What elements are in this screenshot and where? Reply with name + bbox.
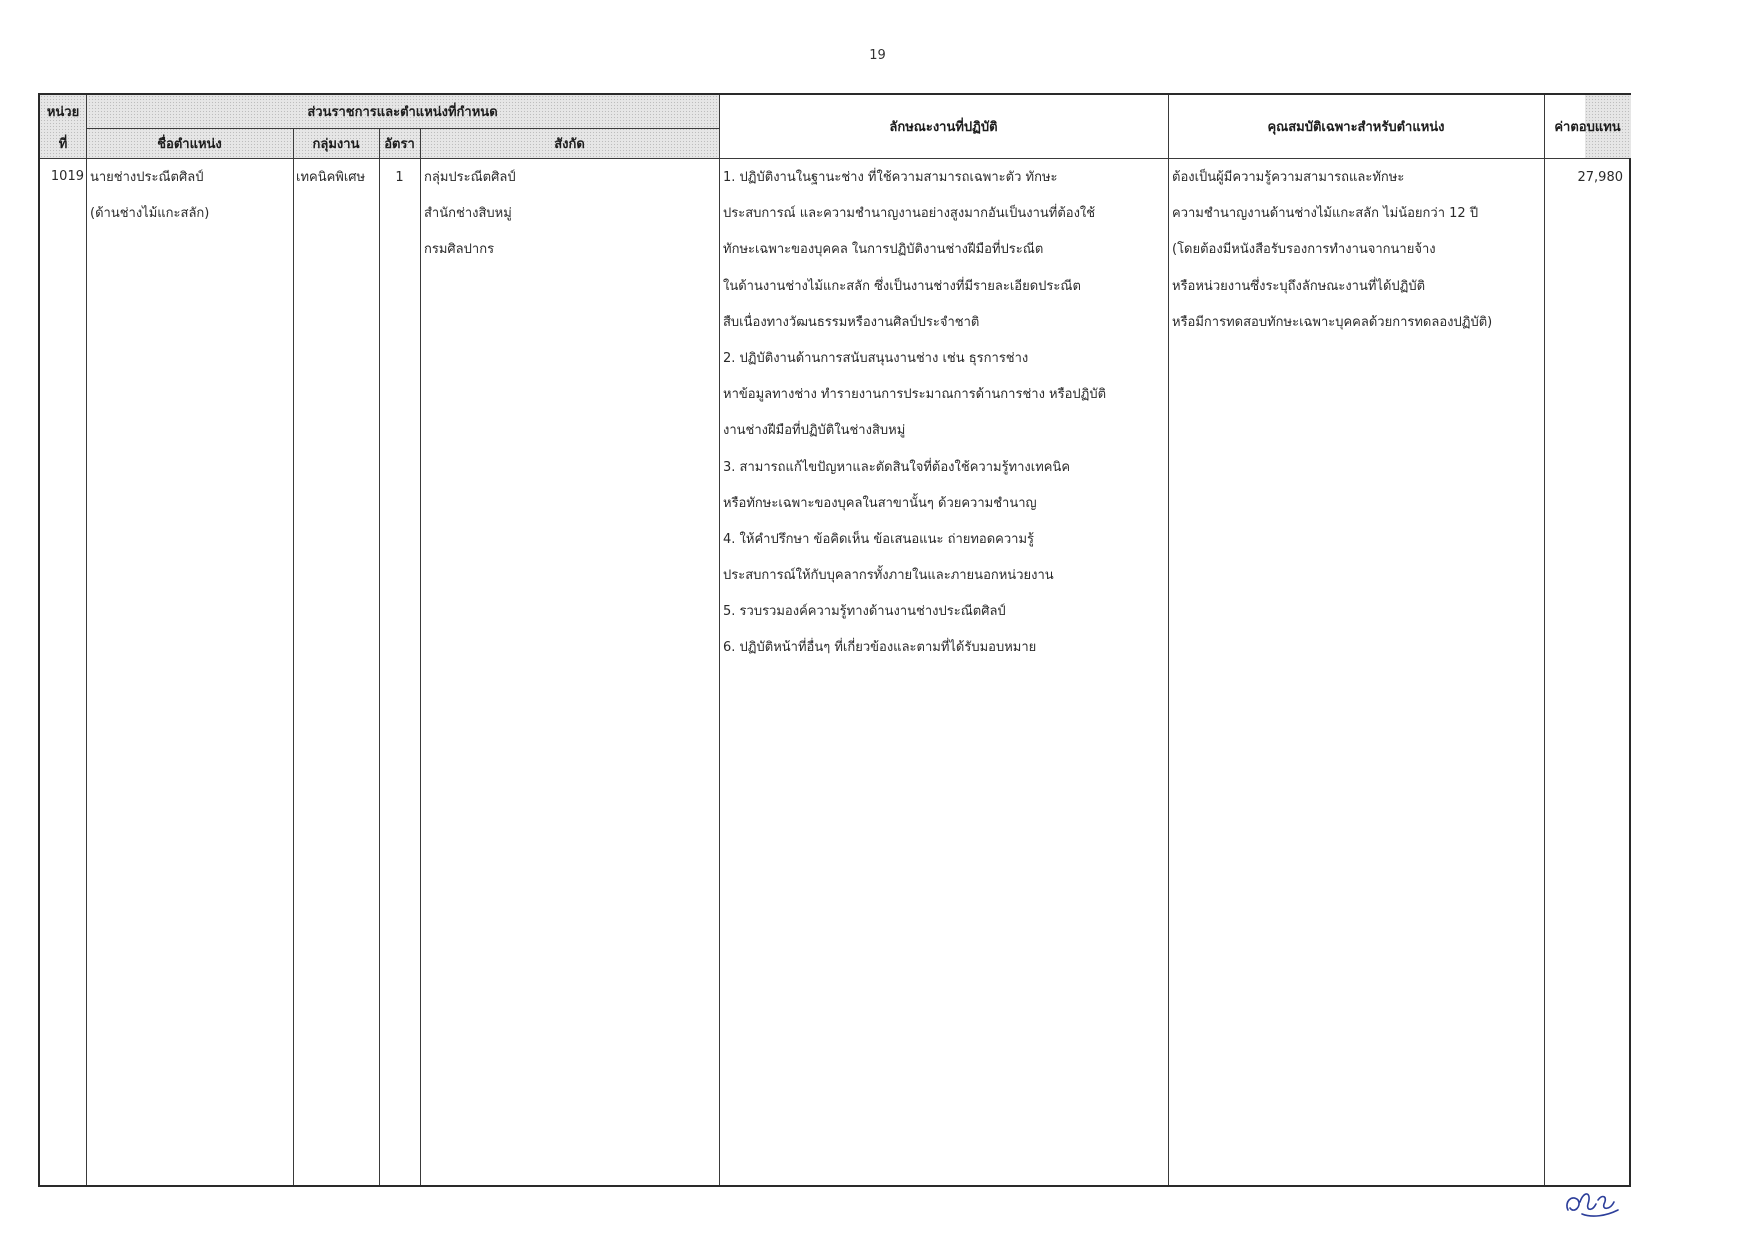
work-group-cell	[296, 160, 365, 196]
header-affiliation: สังกัด	[554, 136, 585, 152]
rate-text: 1	[395, 170, 404, 185]
duties-line: 2. ปฏิบัติงานด้านการสนับสนุนงานช่าง เช่น ธุรการช่าง	[723, 350, 1029, 366]
unit-number	[40, 169, 86, 184]
header-compensation: ค่าตอบแทน	[1554, 120, 1621, 135]
duties-line: สืบเนื่องทางวัฒนธรรมหรืองานศิลป์ประจำชาติ	[723, 314, 980, 330]
qualification-line: หรือหน่วยงานซึ่งระบุถึงลักษณะงานที่ได้ปฏิบัติ	[1172, 278, 1426, 294]
qualifications-cell	[1172, 160, 1492, 341]
duties-line: หรือทักษะเฉพาะของบุคลในสาขานั้นๆ ด้วยความชำนาญ	[723, 495, 1037, 511]
duties-line: 3. สามารถแก้ไขปัญหาและตัดสินใจที่ต้องใช้ความรู้ทางเทคนิค	[723, 459, 1071, 475]
affiliation-line: สำนักช่างสิบหมู่	[424, 206, 512, 222]
duties-line: 6. ปฏิบัติหน้าที่อื่นๆ ที่เกี่ยวข้องและตามที่ได้รับมอบหมาย	[723, 640, 1037, 656]
duties-line: 1. ปฏิบัติงานในฐานะช่าง ที่ใช้ความสามารถเฉพาะตัว ทักษะ	[723, 170, 1058, 185]
header-work-group: กลุ่มงาน	[312, 136, 360, 152]
duties-line: ทักษะเฉพาะของบุคคล ในการปฏิบัติงานช่างฝีมือที่ประณีต	[723, 242, 1044, 258]
duties-line: ประสบการณ์ให้กับบุคลากรทั้งภายในและภายนอกหน่วยงาน	[723, 568, 1054, 584]
rate-cell	[379, 160, 420, 196]
col-divider-affiliation	[719, 95, 720, 1185]
position-name-line: นายช่างประณีตศิลป์	[90, 170, 204, 185]
col-divider-qualifications	[1544, 95, 1545, 1185]
header-bottom-rule	[40, 158, 1629, 159]
col-divider-group	[379, 128, 380, 1185]
qualification-line: (โดยต้องมีหนังสือรับรองการทำงานจากนายจ้าง	[1172, 242, 1436, 258]
col-divider-rate	[420, 128, 421, 1185]
header-duties: ลักษณะงานที่ปฏิบัติ	[889, 120, 998, 135]
position-table	[38, 93, 1631, 1187]
header-rate: อัตรา	[384, 136, 415, 152]
affiliation-line: กรมศิลปากร	[424, 242, 495, 258]
col-divider-duties	[1168, 95, 1169, 1185]
col-divider-name	[293, 128, 294, 1185]
unit-number-text: 1019	[50, 169, 84, 184]
duties-line: หาข้อมูลทางช่าง ทำรายงานการประมาณการด้านการช่าง หรือปฏิบัติ	[723, 387, 1107, 403]
header-qualifications: คุณสมบัติเฉพาะสำหรับตำแหน่ง	[1267, 120, 1445, 135]
qualification-line: ความชำนาญงานด้านช่างไม้แกะสลัก ไม่น้อยกว่า 12 ปี	[1172, 206, 1479, 222]
compensation-amount: 27,980	[1577, 170, 1623, 185]
position-name-cell	[90, 160, 209, 232]
position-name-line: (ด้านช่างไม้แกะสลัก)	[90, 206, 210, 222]
col-divider-unit	[86, 95, 87, 1185]
duties-line: 4. ให้คำปรึกษา ข้อคิดเห็น ข้อเสนอแนะ ถ่ายทอดความรู้	[723, 531, 1035, 547]
duties-line: ในด้านงานช่างไม้แกะสลัก ซึ่งเป็นงานช่างที่มีรายละเอียดประณีต	[723, 278, 1081, 294]
header-unit-line2: ที่	[58, 136, 68, 152]
affiliation-line: กลุ่มประณีตศิลป์	[424, 170, 516, 185]
header-position-name: ชื่อตำแหน่ง	[157, 136, 222, 152]
compensation-cell	[1544, 160, 1623, 196]
work-group-text: เทคนิคพิเศษ	[296, 170, 366, 185]
duties-line: 5. รวบรวมองค์ความรู้ทางด้านงานช่างประณีตศิลป์	[723, 604, 1006, 620]
duties-cell	[723, 160, 1106, 667]
header-group-title: ส่วนราชการและตำแหน่งที่กำหนด	[307, 105, 498, 120]
header-unit-line1: หน่วย	[46, 105, 80, 120]
affiliation-cell	[424, 160, 516, 269]
qualification-line: หรือมีการทดสอบทักษะเฉพาะบุคคลด้วยการทดลองปฏิบัติ)	[1172, 314, 1493, 330]
duties-line: งานช่างฝีมือที่ปฏิบัติในช่างสิบหมู่	[723, 423, 906, 439]
page-number: 19	[869, 48, 886, 63]
duties-line: ประสบการณ์ และความชำนาญงานอย่างสูงมากอันเป็นงานที่ต้องใช้	[723, 206, 1096, 222]
handwritten-signature	[1562, 1180, 1622, 1220]
qualification-line: ต้องเป็นผู้มีความรู้ความสามารถและทักษะ	[1172, 170, 1405, 185]
